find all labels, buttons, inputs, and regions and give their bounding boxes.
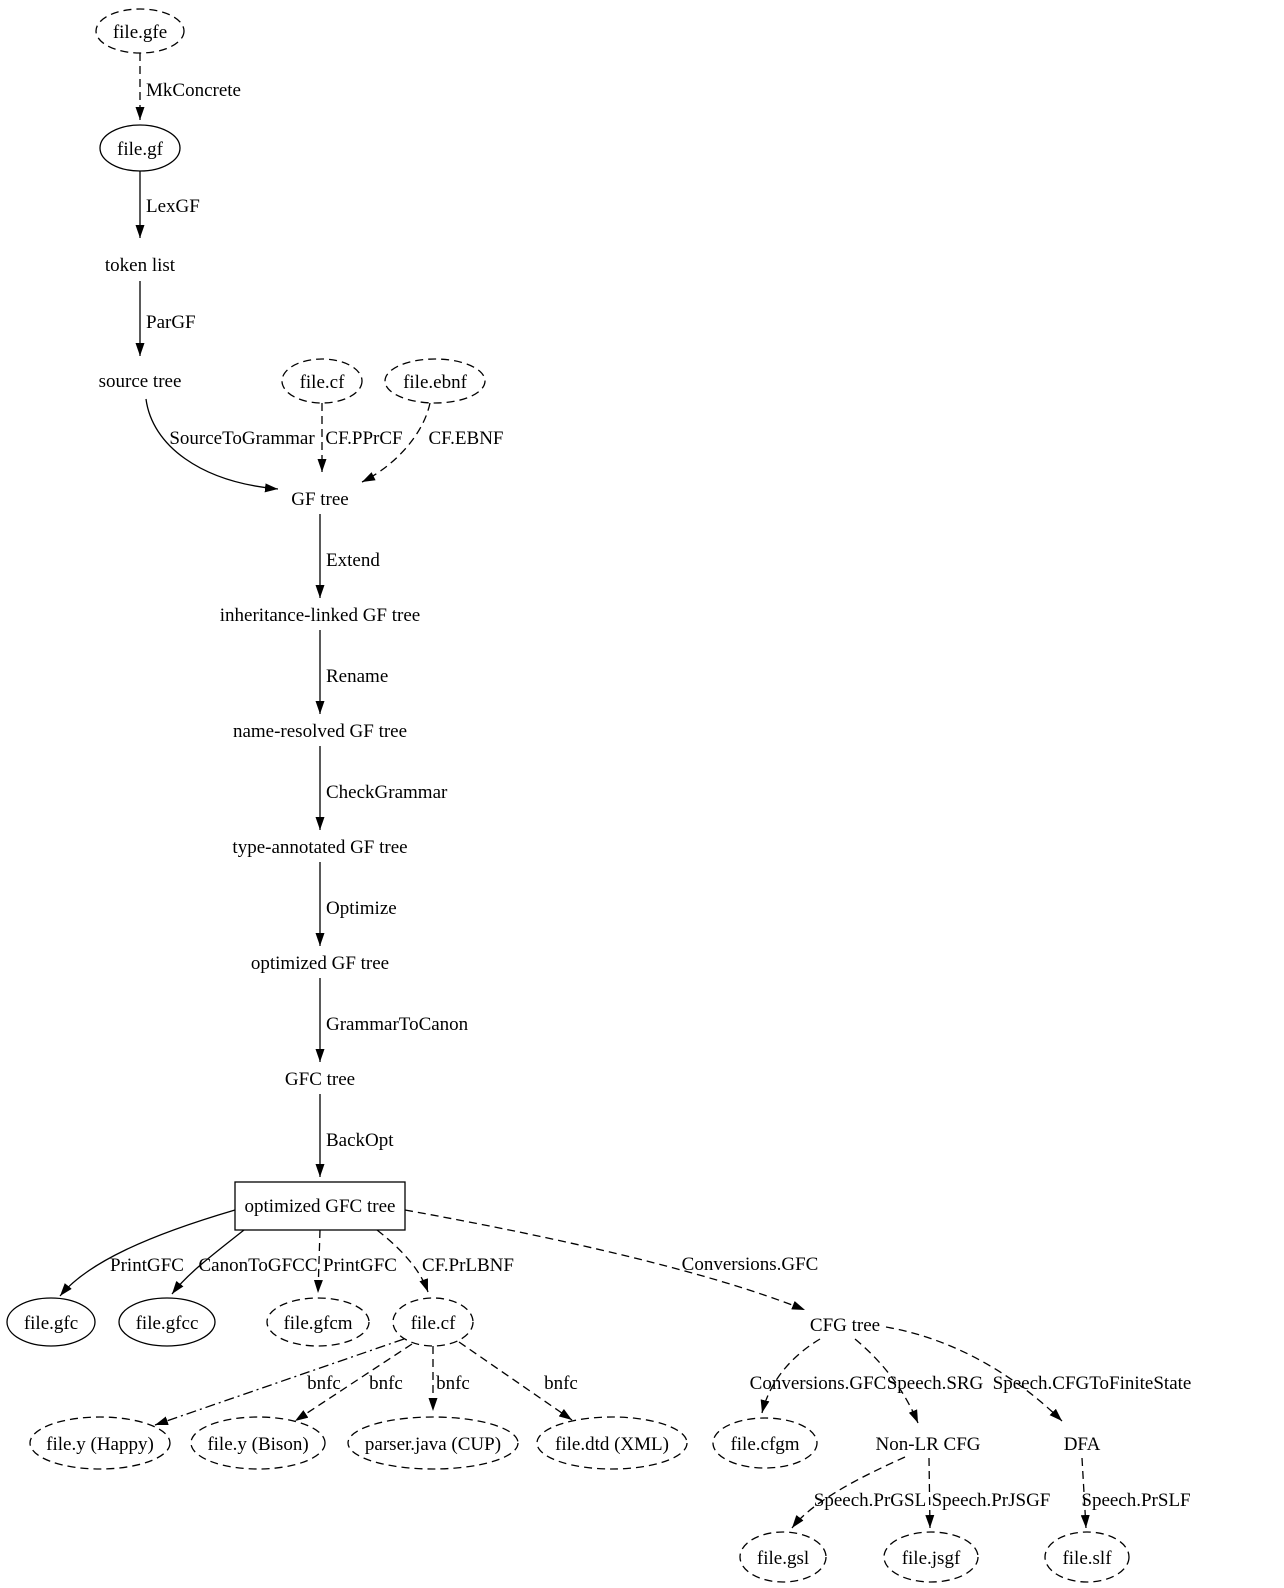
node-file-gfcm xyxy=(267,1298,369,1346)
node-cfg-tree: CFG tree xyxy=(809,1315,881,1336)
node-file-jsgf xyxy=(884,1532,978,1582)
file-gf-label: file.gf xyxy=(117,139,163,160)
nodes xyxy=(7,9,1129,1582)
edge-label-conversions-gfc-2: Conversions.GFC xyxy=(749,1373,887,1394)
edges xyxy=(60,53,1191,1528)
edge-label-rename: Rename xyxy=(326,666,389,687)
node-parser-java-cup xyxy=(348,1417,518,1469)
file-gsl-label: file.gsl xyxy=(756,1548,810,1569)
node-non-lr-cfg: Non-LR CFG xyxy=(875,1434,981,1455)
edge-label-bnfc-4: bnfc xyxy=(544,1373,578,1394)
edge-label-printgfc-2: PrintGFC xyxy=(323,1255,397,1276)
node-file-y-bison xyxy=(191,1417,325,1469)
file-y-bison-label: file.y (Bison) xyxy=(207,1434,309,1455)
edge-label-printgfc-1: PrintGFC xyxy=(110,1255,184,1276)
edge-label-optimize: Optimize xyxy=(326,898,397,919)
edge-label-speech-prslf: Speech.PrSLF xyxy=(1081,1490,1191,1511)
node-source-tree: source tree xyxy=(98,371,182,392)
edge-file-cf-bottom-to-file-y-happy xyxy=(155,1339,404,1425)
file-y-happy-label: file.y (Happy) xyxy=(46,1434,154,1455)
file-dtd-xml-label: file.dtd (XML) xyxy=(555,1434,669,1455)
node-token-list: token list xyxy=(104,255,176,276)
node-name-resolved-gf-tree: name-resolved GF tree xyxy=(232,721,408,742)
edge-optimized-gfc-tree-to-file-gfc xyxy=(60,1210,235,1296)
parser-java-cup-label: parser.java (CUP) xyxy=(364,1434,502,1455)
node-file-gfe xyxy=(96,9,184,53)
edge-label-canontogfcc: CanonToGFCC xyxy=(198,1255,318,1276)
edge-label-sourcetogrammar: SourceToGrammar xyxy=(169,428,315,449)
edge-optimized-gfc-tree-to-file-gfcm xyxy=(318,1230,320,1293)
node-gf-tree: GF tree xyxy=(291,489,349,510)
file-cf-bottom-label: file.cf xyxy=(410,1313,456,1334)
edge-label-mkconcrete: MkConcrete xyxy=(146,80,241,101)
edge-label-backopt: BackOpt xyxy=(326,1130,394,1151)
node-inheritance-linked-gf-tree: inheritance-linked GF tree xyxy=(219,605,421,626)
edge-label-grammartocanon: GrammarToCanon xyxy=(326,1014,469,1035)
edge-label-bnfc-3: bnfc xyxy=(436,1373,470,1394)
node-file-cf-top xyxy=(282,359,362,403)
file-cfgm-label: file.cfgm xyxy=(730,1434,800,1455)
file-gfe-label: file.gfe xyxy=(112,22,168,43)
edge-label-pargf: ParGF xyxy=(146,312,196,333)
node-file-dtd-xml xyxy=(537,1417,687,1469)
edge-label-lexgf: LexGF xyxy=(146,196,200,217)
node-file-gfcc xyxy=(119,1298,215,1346)
edge-label-speech-prjsgf: Speech.PrJSGF xyxy=(931,1490,1051,1511)
edge-label-conversions-gfc-1: Conversions.GFC xyxy=(681,1254,819,1275)
edge-label-speech-cfgtofinitestate: Speech.CFGToFiniteState xyxy=(992,1373,1192,1394)
file-ebnf-label: file.ebnf xyxy=(403,372,467,393)
edge-label-cf-prlbnf: CF.PrLBNF xyxy=(422,1255,514,1276)
node-dfa: DFA xyxy=(1063,1434,1101,1455)
node-file-gfc xyxy=(7,1298,95,1346)
edge-label-bnfc-2: bnfc xyxy=(369,1373,403,1394)
file-slf-label: file.slf xyxy=(1062,1548,1112,1569)
file-gfcc-label: file.gfcc xyxy=(135,1313,199,1334)
node-file-cfgm xyxy=(713,1418,817,1468)
node-type-annotated-gf-tree: type-annotated GF tree xyxy=(232,837,408,858)
edge-label-speech-srg: Speech.SRG xyxy=(886,1373,984,1394)
file-jsgf-label: file.jsgf xyxy=(901,1548,961,1569)
node-file-gf xyxy=(100,125,180,171)
node-file-cf-bottom xyxy=(393,1298,473,1346)
node-gfc-tree: GFC tree xyxy=(284,1069,356,1090)
node-file-slf xyxy=(1045,1532,1129,1582)
edge-label-checkgrammar: CheckGrammar xyxy=(326,782,448,803)
edge-label-cf-ebnf: CF.EBNF xyxy=(428,428,504,449)
file-cf-top-label: file.cf xyxy=(299,372,345,393)
edge-label-bnfc-1: bnfc xyxy=(307,1373,341,1394)
edge-label-speech-prgsl: Speech.PrGSL xyxy=(813,1490,927,1511)
file-gfcm-label: file.gfcm xyxy=(283,1313,353,1334)
edge-non-lr-cfg-to-file-jsgf xyxy=(929,1458,930,1528)
node-file-gsl xyxy=(740,1532,826,1582)
node-file-y-happy xyxy=(30,1417,170,1469)
node-file-ebnf xyxy=(385,359,485,403)
edge-label-extend: Extend xyxy=(326,550,380,571)
optimized-gfc-tree-label: optimized GFC tree xyxy=(244,1196,396,1217)
node-optimized-gf-tree: optimized GF tree xyxy=(250,953,390,974)
edge-label-cf-pprcf: CF.PPrCF xyxy=(325,428,403,449)
file-gfc-label: file.gfc xyxy=(23,1313,79,1334)
node-optimized-gfc-tree xyxy=(235,1182,405,1230)
